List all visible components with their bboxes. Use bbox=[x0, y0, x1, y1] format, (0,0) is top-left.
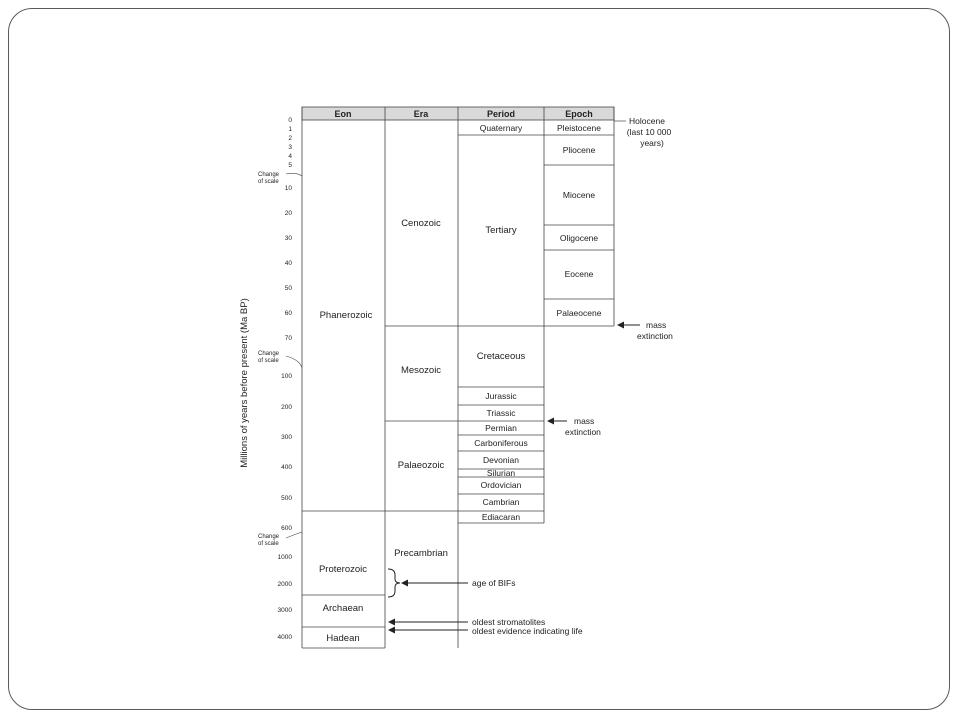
svg-text:Change: Change bbox=[258, 172, 280, 178]
epoch-eocene: Eocene bbox=[564, 269, 594, 279]
header-epoch: Epoch bbox=[565, 109, 593, 119]
header-period: Period bbox=[486, 109, 516, 119]
tick-label: 60 bbox=[284, 310, 292, 317]
oldest-stromatolites-label: oldest stromatolites bbox=[472, 617, 546, 627]
eon-phanerozoic: Phanerozoic bbox=[319, 310, 373, 321]
svg-text:(last 10 000: (last 10 000 bbox=[626, 127, 672, 137]
scale-change-note-2 bbox=[258, 351, 280, 364]
svg-text:of scale: of scale bbox=[258, 541, 279, 547]
header-era: Era bbox=[413, 109, 429, 119]
era-cenozoic: Cenozoic bbox=[401, 218, 441, 229]
mass-extinction-arrow-2 bbox=[547, 418, 567, 425]
eon-archaean: Archaean bbox=[322, 603, 364, 614]
period-ediacaran: Ediacaran bbox=[481, 512, 521, 522]
svg-text:Change: Change bbox=[258, 351, 280, 357]
tick-label: 30 bbox=[284, 235, 292, 242]
period-permian: Permian bbox=[485, 423, 517, 433]
age-of-bifs-label: age of BIFs bbox=[472, 578, 516, 588]
header-eon: Eon bbox=[334, 109, 352, 119]
tick-label: 500 bbox=[281, 495, 292, 502]
tick-label: 2000 bbox=[277, 581, 292, 588]
tick-label: 40 bbox=[284, 260, 292, 267]
scale-change-pointer bbox=[286, 173, 302, 176]
tick-label: 50 bbox=[284, 285, 292, 292]
tick-label: 70 bbox=[284, 335, 292, 342]
epoch-pliocene: Pliocene bbox=[562, 145, 596, 155]
svg-text:of scale: of scale bbox=[258, 358, 279, 364]
era-precambrian: Precambrian bbox=[394, 548, 448, 559]
svg-text:extinction: extinction bbox=[637, 331, 673, 341]
eon-proterozoic: Proterozoic bbox=[318, 564, 368, 575]
scale-change-pointer bbox=[286, 356, 302, 368]
tick-label: 5 bbox=[288, 162, 292, 169]
epoch-pleistocene: Pleistocene bbox=[557, 123, 601, 133]
period-ordovician: Ordovician bbox=[480, 480, 522, 490]
mass-extinction-note-2 bbox=[565, 416, 601, 437]
stromatolites-arrow bbox=[388, 619, 468, 626]
scale-change-note-3 bbox=[258, 534, 280, 547]
svg-text:mass: mass bbox=[646, 320, 667, 330]
tick-label: 1000 bbox=[277, 554, 292, 561]
eon-boundaries bbox=[302, 511, 458, 648]
tick-label: 400 bbox=[281, 464, 292, 471]
oldest-life-arrow bbox=[388, 627, 468, 634]
epoch-palaeocene: Palaeocene bbox=[556, 308, 602, 318]
period-silurian: Silurian bbox=[486, 468, 516, 478]
tick-label: 3 bbox=[288, 144, 292, 151]
tick-label: 1 bbox=[288, 126, 292, 133]
y-axis-ticks bbox=[278, 117, 293, 641]
svg-text:years): years) bbox=[640, 138, 664, 148]
svg-text:Holocene: Holocene bbox=[629, 116, 665, 126]
period-devonian: Devonian bbox=[483, 455, 519, 465]
period-cretaceous: Cretaceous bbox=[476, 351, 526, 362]
svg-text:of scale: of scale bbox=[258, 179, 279, 185]
era-palaeozoic: Palaeozoic bbox=[397, 460, 445, 471]
epoch-oligocene: Oligocene bbox=[559, 233, 599, 243]
tick-label: 600 bbox=[281, 525, 292, 532]
tick-label: 10 bbox=[284, 185, 292, 192]
svg-text:Change: Change bbox=[258, 534, 280, 540]
tick-label: 100 bbox=[281, 373, 292, 380]
tick-label: 4000 bbox=[277, 634, 292, 641]
period-quaternary: Quaternary bbox=[479, 123, 523, 133]
tick-label: 2 bbox=[288, 135, 292, 142]
svg-text:mass: mass bbox=[574, 416, 595, 426]
oldest-life-label: oldest evidence indicating life bbox=[472, 626, 583, 636]
period-carboniferous: Carboniferous bbox=[474, 438, 528, 448]
eon-hadean: Hadean bbox=[326, 633, 360, 644]
tick-label: 4 bbox=[288, 153, 292, 160]
era-mesozoic: Mesozoic bbox=[400, 365, 442, 376]
mass-extinction-arrow-1 bbox=[617, 322, 640, 329]
tick-label: 0 bbox=[288, 117, 292, 124]
tick-label: 3000 bbox=[277, 607, 292, 614]
period-cambrian: Cambrian bbox=[482, 497, 520, 507]
scale-change-pointer bbox=[286, 532, 302, 538]
period-tertiary: Tertiary bbox=[485, 225, 517, 236]
period-triassic: Triassic bbox=[486, 408, 516, 418]
y-axis-label: Millions of years before present (Ma BP) bbox=[239, 298, 250, 468]
bifs-bracket bbox=[388, 569, 400, 597]
period-jurassic: Jurassic bbox=[485, 391, 517, 401]
holocene-note bbox=[627, 116, 672, 148]
mass-extinction-note-1 bbox=[637, 320, 673, 341]
epoch-miocene: Miocene bbox=[562, 190, 596, 200]
tick-label: 20 bbox=[284, 210, 292, 217]
tick-label: 200 bbox=[281, 404, 292, 411]
svg-text:extinction: extinction bbox=[565, 427, 601, 437]
scale-change-note-1 bbox=[258, 172, 280, 185]
tick-label: 300 bbox=[281, 434, 292, 441]
